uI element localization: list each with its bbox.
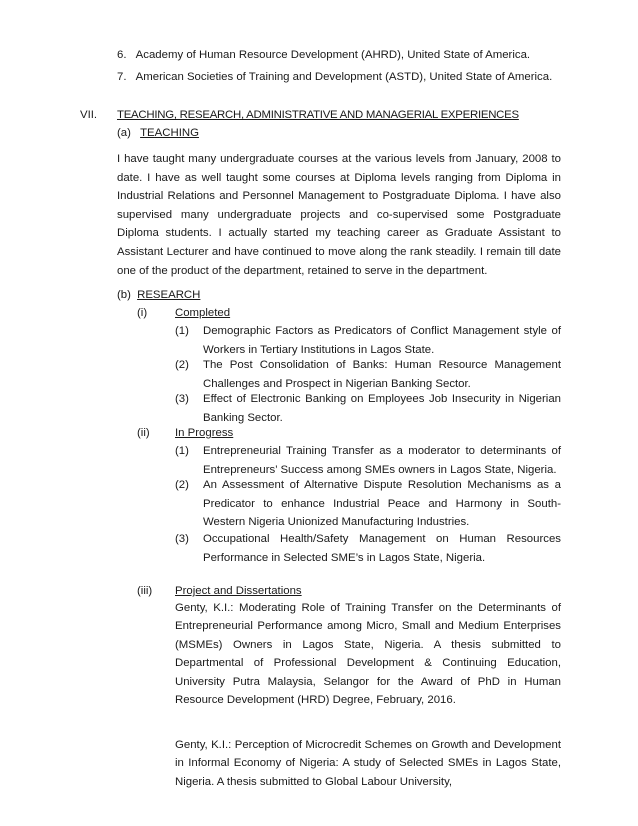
research-label: (b) xyxy=(117,289,131,301)
membership-item xyxy=(117,46,530,65)
list-item-number: (3) xyxy=(175,533,189,545)
membership-number: 7. xyxy=(117,71,127,83)
completed-number: (i) xyxy=(137,307,148,319)
list-item-number: (2) xyxy=(175,479,189,491)
list-item-text: Occupational Health/Safety Management on Human Resources Performance in Selected SME’s in Lagos State, Nigeria. xyxy=(203,533,561,564)
completed-title: Completed xyxy=(175,307,231,319)
teaching-label: (a) xyxy=(117,127,131,139)
teaching-paragraph: I have taught many undergraduate courses at the various levels from January, 2008 to date. I have as well taught some courses at Diploma levels ranging from Diploma in Industrial Relations and Personnel Management to Postgraduate Diploma. I have also supervised many undergraduate projects and co-supervised some Postgraduate Diploma students. I actually started my teaching career as Graduate Assistant to Assistant Lecturer and have continued to move along the rank steadily. I remain till date one of the product of the department, retained to serve in the department. xyxy=(117,153,561,277)
teaching-heading xyxy=(117,124,199,143)
in-progress-title: In Progress xyxy=(175,427,234,439)
section-number: VII. xyxy=(80,109,98,121)
teaching-title: TEACHING xyxy=(140,127,199,139)
list-item-number: (1) xyxy=(175,445,189,457)
membership-text: American Societies of Training and Development (ASTD), United State of America. xyxy=(135,71,553,83)
list-item-text: Entrepreneurial Training Transfer as a moderator to determinants of Entrepreneurs’ Success among SMEs owners in Lagos State, Nigeria. xyxy=(203,445,561,476)
membership-number: 6. xyxy=(117,49,127,61)
list-item-number: (1) xyxy=(175,325,189,337)
research-heading xyxy=(117,286,200,305)
list-item-text: Demographic Factors as Predicators of Conflict Management style of Workers in Tertiary Institutions in Lagos State. xyxy=(203,325,561,356)
list-item-text: Effect of Electronic Banking on Employees Job Insecurity in Nigerian Banking Sector. xyxy=(203,393,561,424)
list-item-number: (3) xyxy=(175,393,189,405)
section-heading: TEACHING, RESEARCH, ADMINISTRATIVE AND MANAGERIAL EXPERIENCES xyxy=(117,109,519,121)
membership-text: Academy of Human Resource Development (AHRD), United State of America. xyxy=(135,49,531,61)
list-item-text: The Post Consolidation of Banks: Human Resource Management Challenges and Prospect in Nigerian Banking Sector. xyxy=(203,359,561,390)
projects-number: (iii) xyxy=(137,585,153,597)
research-title: RESEARCH xyxy=(137,289,201,301)
membership-item xyxy=(117,68,552,87)
projects-title: Project and Dissertations xyxy=(175,585,302,597)
list-item-text: An Assessment of Alternative Dispute Resolution Mechanisms as a Predicator to enhance Industrial Peace and Harmony in South-Western Nigeria Unionized Manufacturing Industries. xyxy=(203,479,561,529)
dissertation-entry: Genty, K.I.: Moderating Role of Training Transfer on the Determinants of Entrepreneurial Performance among Micro, Small and Medium Enterprises (MSMEs) Owners in Lagos State, Nigeria. A thesis submitted to Departmental of Professional Development & Continuing Education, University Putra Malaysia, Selangor for the Award of PhD in Human Resource Development (HRD) Degree, February, 2016. xyxy=(175,602,561,707)
list-item-number: (2) xyxy=(175,359,189,371)
dissertation-entry: Genty, K.I.: Perception of Microcredit Schemes on Growth and Development in Informal Economy of Nigeria: A study of Selected SMEs in Lagos State, Nigeria. A thesis submitted to Global Labour University, xyxy=(175,739,561,788)
in-progress-number: (ii) xyxy=(137,427,150,439)
